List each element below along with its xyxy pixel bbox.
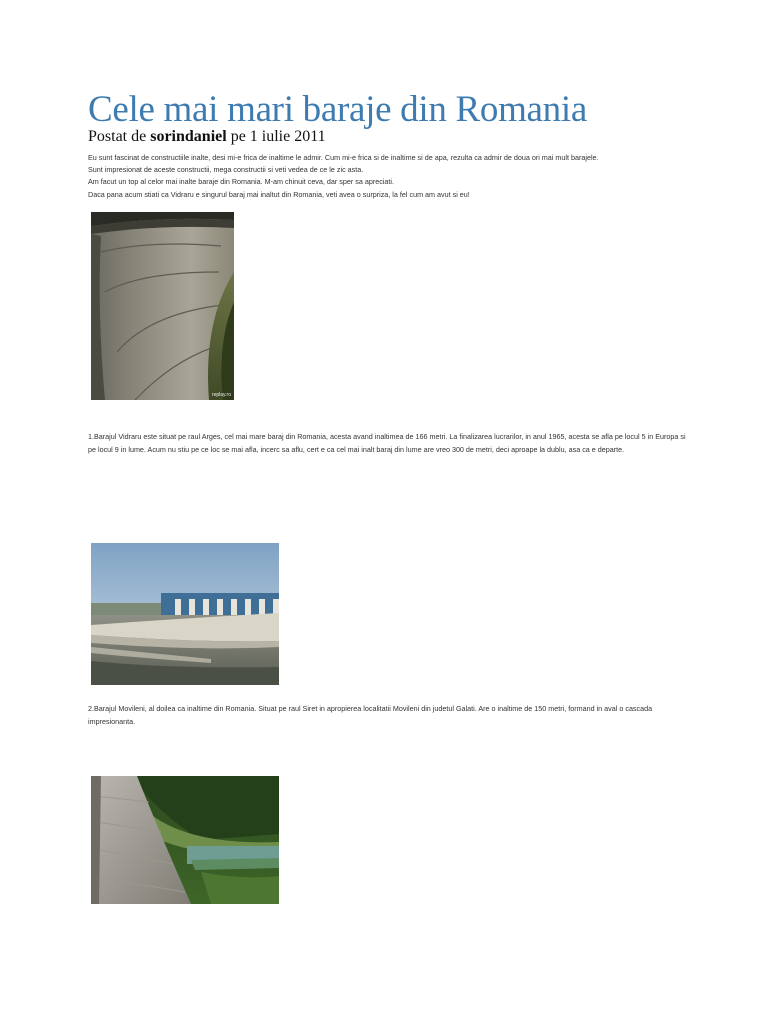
dam-photo-3 [91, 776, 279, 904]
section-1-text: 1.Barajul Vidraru este situat pe raul Arges, cel mai mare baraj din Romania, acesta avand inaltimea de 166 metri. La finalizarea lucrarilor, in anul 1965, acesta se afla pe locul 5 in Europa si pe locul 9 in lume. Acum nu stiu pe ce loc se mai afla, incerc sa aflu, cert e ca cel mai inalt baraj din lume are vreo 300 de metri, deci aproape la dublu, asa ca e departe. [88, 432, 686, 454]
author-link[interactable]: sorindaniel [150, 128, 227, 145]
byline [88, 128, 326, 146]
photo-credit: replay.ro [211, 392, 231, 398]
intro-paragraph: Eu sunt fascinat de constructiile inalte, desi mi-e frica de inaltime le admir. Cum mi-e frica si de inaltime si de apa, rezulta ca admir de doua ori mai mult barajele. [88, 153, 599, 162]
intro-paragraph: Sunt impresionat de aceste constructii, mega constructii si veti vedea de ce le zic asta. [88, 165, 364, 175]
article-title: Cele mai mari baraje din Romania [88, 89, 587, 130]
byline-date: pe 1 iulie 2011 [230, 128, 326, 145]
section-2-text: 2.Barajul Movileni, al doilea ca inaltime din Romania. Situat pe raul Siret in apropierea localitatii Movileni din judetul Galati. Are o inaltime de 150 metri, formand in aval o cascada impresionanta. [88, 704, 653, 726]
intro-paragraph: Am facut un top al celor mai inalte baraje din Romania. M-am chinuit ceva, dar sper sa apreciati. [88, 177, 395, 187]
movileni-dam-photo [91, 543, 279, 685]
intro-paragraph: Daca pana acum stiati ca Vidraru e singurul baraj mai inaltut din Romania, veti avea o surpriza, la fel cum am avut si eu! [88, 189, 470, 199]
intro-text [88, 152, 688, 201]
byline-prefix: Postat de [88, 128, 147, 145]
vidraru-dam-photo [91, 212, 234, 400]
